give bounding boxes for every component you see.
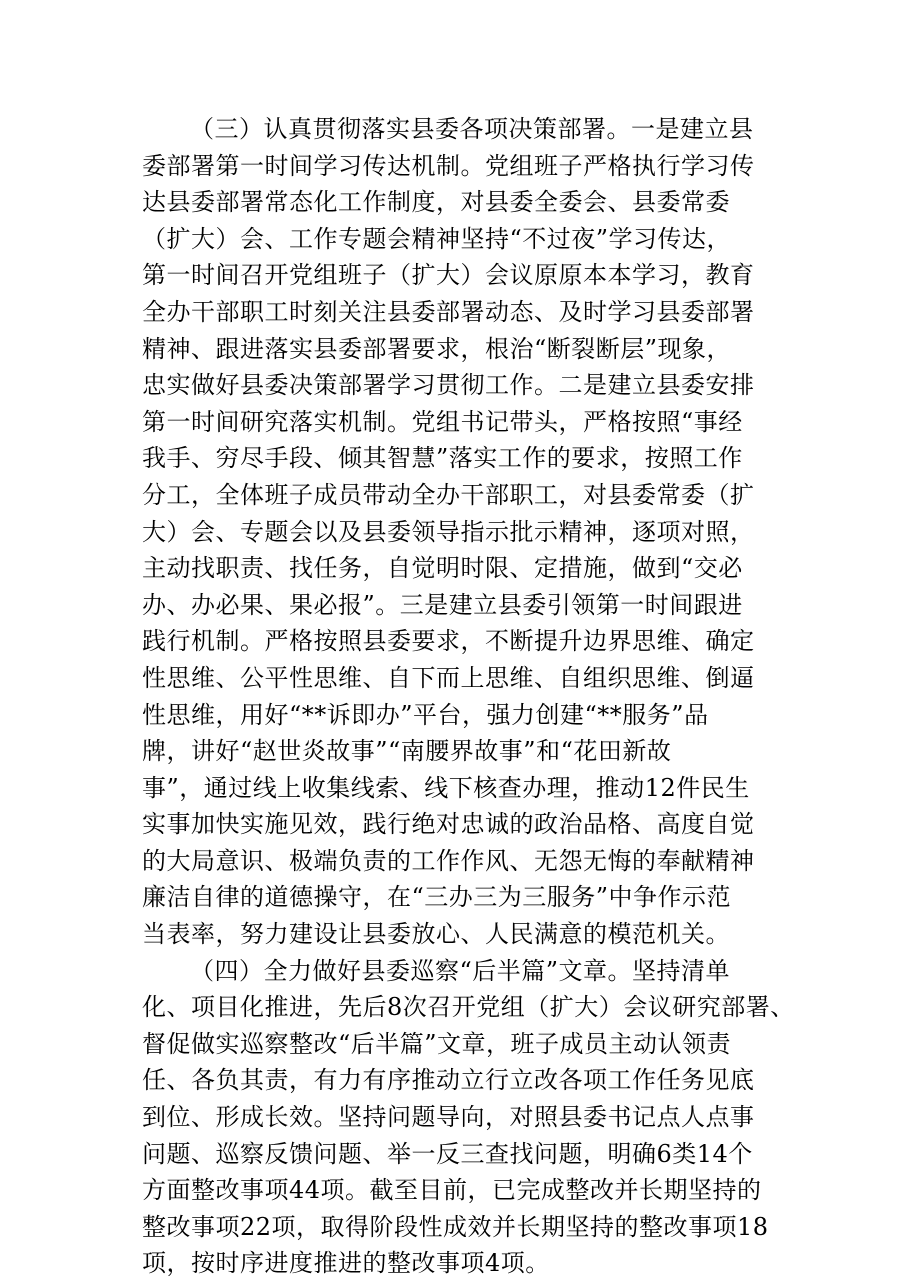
paragraph-3-line-1: （三）认真贯彻落实县委各项决策部署。一是建立县 <box>190 115 754 143</box>
paragraph-4-line-8: 整改事项22项，取得阶段性成效并长期坚持的整改事项18 <box>142 1212 769 1241</box>
paragraph-4-line-6: 问题、巡察反馈问题、举一反三查找问题，明确6类14个 <box>142 1139 753 1168</box>
paragraph-3-line-3: 达县委部署常态化工作制度，对县委全委会、县委常委 <box>142 188 730 217</box>
paragraph-4-line-7: 方面整改事项44项。截至目前，已完成整改并长期坚持的 <box>142 1176 762 1205</box>
paragraph-3-line-21: 的大局意识、极端负责的工作作风、无怨无悔的奉献精神 <box>142 846 755 875</box>
paragraph-3-line-16: 性思维、公平性思维、自下而上思维、自组织思维、倒逼 <box>142 663 755 692</box>
paragraph-3-line-17: 性思维，用好“**诉即办”平台，强力创建“**服务”品 <box>142 700 709 729</box>
paragraph-3-line-15: 践行机制。严格按照县委要求，不断提升边界思维、确定 <box>142 627 755 656</box>
document-body <box>142 111 795 1282</box>
paragraph-3-line-13: 主动找职责、找任务，自觉明时限、定措施，做到“交必 <box>142 554 743 583</box>
paragraph-4-line-5: 到位、形成长效。坚持问题导向，对照县委书记点人点事 <box>142 1103 755 1132</box>
paragraph-4-line-3: 督促做实巡察整改“后半篇”文章，班子成员主动认领责 <box>142 1029 732 1058</box>
paragraph-3-line-5: 第一时间召开党组班子（扩大）会议原原本本学习，教育 <box>142 261 755 290</box>
paragraph-3-line-20: 实事加快实施见效，践行绝对忠诚的政治品格、高度自觉 <box>142 810 755 839</box>
paragraph-3-line-10: 我手、穷尽手段、倾其智慧”落实工作的要求，按照工作 <box>142 444 743 473</box>
paragraph-3-line-4: （扩大）会、工作专题会精神坚持“不过夜”学习传达， <box>142 224 732 253</box>
paragraph-3-line-18: 牌，讲好“赵世炎故事”“南腰界故事”和“花田新故 <box>142 737 672 766</box>
paragraph-3-line-12: 大）会、专题会以及县委领导指示批示精神，逐项对照， <box>142 517 755 546</box>
paragraph-3-line-8: 忠实做好县委决策部署学习贯彻工作。二是建立县委安排 <box>142 371 755 400</box>
paragraph-3-line-23: 当表率，努力建设让县委放心、人民满意的模范机关。 <box>142 920 730 949</box>
paragraph-3-line-19: 事”，通过线上收集线索、线下核查办理，推动12件民生 <box>142 773 750 802</box>
paragraph-3-line-6: 全办干部职工时刻关注县委部署动态、及时学习县委部署 <box>142 297 755 326</box>
paragraph-3-line-7: 精神、跟进落实县委部署要求，根治“断裂断层”现象， <box>142 334 732 363</box>
paragraph-4-line-4: 任、各负其责，有力有序推动立行立改各项工作任务见底 <box>142 1066 755 1095</box>
paragraph-3-line-2: 委部署第一时间学习传达机制。党组班子严格执行学习传 <box>142 151 755 180</box>
paragraph-4-line-1: （四）全力做好县委巡察“后半篇”文章。坚持清单 <box>190 956 731 985</box>
paragraph-3-line-14: 办、办必果、果必报”。三是建立县委引领第一时间跟进 <box>142 590 743 619</box>
paragraph-3-line-22: 廉洁自律的道德操守，在“三办三为三服务”中争作示范 <box>142 883 732 912</box>
paragraph-4-line-9: 项，按时序进度推进的整改事项4项。 <box>142 1249 550 1278</box>
paragraph-4-line-2: 化、项目化推进，先后8次召开党组（扩大）会议研究部署、 <box>142 993 795 1022</box>
paragraph-3-line-11: 分工，全体班子成员带动全办干部职工，对县委常委（扩 <box>142 480 755 509</box>
paragraph-3-line-9: 第一时间研究落实机制。党组书记带头，严格按照“事经 <box>142 407 743 436</box>
